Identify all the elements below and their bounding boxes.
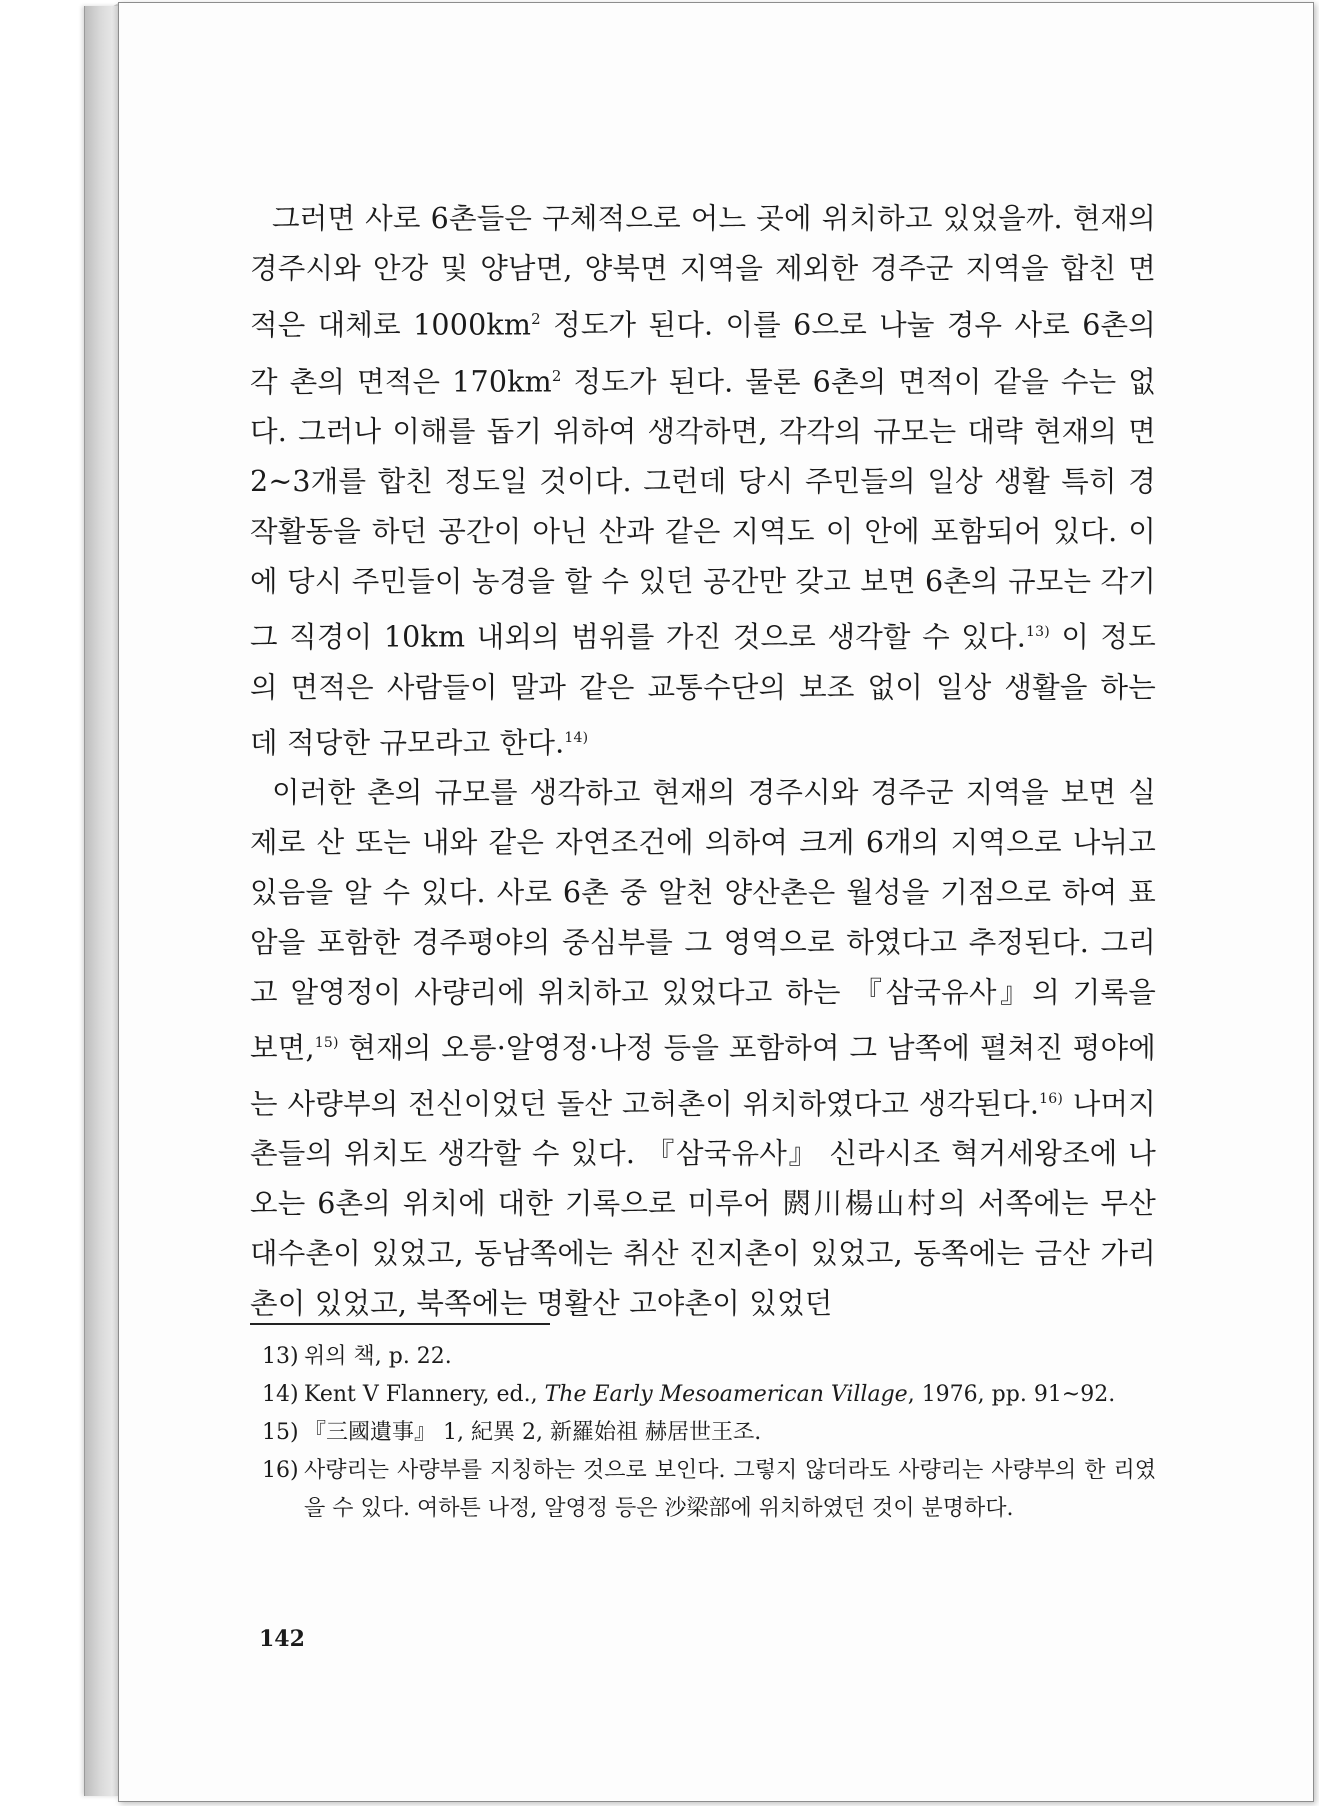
footnote-ref-13[interactable]: 13) bbox=[1026, 624, 1050, 640]
footnote-number: 15) bbox=[262, 1420, 299, 1445]
footnotes bbox=[262, 1338, 1156, 1528]
footnote-text: 『三國遺事』 1, 紀異 2, 新羅始祖 赫居世王조. bbox=[304, 1420, 762, 1445]
footnote-13 bbox=[262, 1338, 1156, 1376]
footnote-number: 14) bbox=[262, 1382, 299, 1407]
footnote-16 bbox=[262, 1452, 1156, 1528]
paragraph-2 bbox=[250, 768, 1156, 1329]
footnote-text: 사량리는 사량부를 지칭하는 것으로 보인다. 그렇지 않더라도 사량리는 사량부의 한 리였을 수 있다. 여하튼 나정, 알영정 등은 沙梁部에 위치하였던 것이 분명하다. bbox=[304, 1458, 1156, 1521]
body-text bbox=[250, 194, 1156, 1329]
footnote-number: 13) bbox=[262, 1344, 299, 1369]
footnote-14 bbox=[262, 1376, 1156, 1414]
paragraph-1-text-c: 정도가 된다. 물론 6촌의 면적이 같을 수는 없다. 그러나 이해를 돕기 위하여 생각하면, 각각의 규모는 대략 현재의 면 2~3개를 합친 정도일 것이다. 그런데 당시 주민들의 일상 생활 특히 경작활동을 하던 공간이 아닌 산과 같은 지역도 이 안에 포함되어 있다. 이에 당시 주민들이 농경을 할 수 있던 공간만 갖고 보면 6촌의 규모는 각기 그 직경이 10km 내외의 범위를 가진 것으로 생각할 수 있다. bbox=[250, 365, 1156, 654]
superscript-squared: 2 bbox=[531, 310, 541, 328]
paragraph-1 bbox=[250, 194, 1156, 768]
footnote-15 bbox=[262, 1414, 1156, 1452]
paragraph-2-text-b: 현재의 오릉·알영정·나정 등을 포함하여 그 남쪽에 펼쳐진 평야에는 사량부의 전신이었던 돌산 고허촌이 위치하였다고 생각된다. bbox=[250, 1031, 1156, 1120]
footnote-author: Kent V Flannery, ed., bbox=[304, 1382, 545, 1407]
footnote-number: 16) bbox=[262, 1458, 299, 1483]
page-block-edge bbox=[84, 6, 121, 1796]
paragraph-2-text-c: 나머지 촌들의 위치도 생각할 수 있다. 『삼국유사』 신라시조 혁거세왕조에 나오는 6촌의 위치에 대한 기록으로 미루어 閼川楊山村의 서쪽에는 무산 대수촌이 있었고, 동남쪽에는 취산 진지촌이 있었고, 동쪽에는 금산 가리촌이 있었고, 북쪽에는 명활산 고야촌이 있었던 bbox=[250, 1087, 1156, 1320]
paragraph-1-text-d: 이 정도의 면적은 사람들이 말과 같은 교통수단의 보조 없이 일상 생활을 하는 데 적당한 규모라고 한다. bbox=[250, 620, 1156, 759]
footnote-ref-15[interactable]: 15) bbox=[314, 1035, 339, 1051]
footnote-text bbox=[304, 1376, 1156, 1414]
paragraph-1-text-a: 그러면 사로 6촌들은 구체적으로 어느 곳에 위치하고 있었을까. 현재의 경주시와 안강 및 양남면, 양북면 지역을 제외한 경주군 지역을 합친 면적은 대체로 1000km bbox=[250, 202, 1156, 342]
superscript-squared: 2 bbox=[551, 366, 562, 385]
paragraph-2-text-a: 이러한 촌의 규모를 생각하고 현재의 경주시와 경주군 지역을 보면 실제로 산 또는 내와 같은 자연조건에 의하여 크게 6개의 지역으로 나뉘고 있음을 알 수 있다. 사로 6촌 중 알천 양산촌은 월성을 기점으로 하여 표암을 포함한 경주평야의 중심부를 그 영역으로 하였다고 추정된다. 그리고 알영정이 사량리에 위치하고 있었다고 하는 『삼국유사』의 기록을 보면, bbox=[250, 776, 1156, 1065]
page-number: 142 bbox=[259, 1626, 305, 1652]
footnote-ref-14[interactable]: 14) bbox=[564, 729, 589, 746]
paragraph-1-text-b: 정도가 된다. 이를 6으로 나눌 경우 사로 6촌의 각 촌의 면적은 170km bbox=[250, 308, 1156, 398]
footnote-book-title: The Early Mesoamerican Village bbox=[544, 1382, 908, 1407]
footnote-text: 위의 책, p. 22. bbox=[304, 1344, 452, 1369]
footnote-pages: , 1976, pp. 91~92. bbox=[907, 1382, 1116, 1407]
footnote-ref-16[interactable]: 16) bbox=[1039, 1090, 1063, 1107]
footnote-divider bbox=[250, 1323, 550, 1325]
